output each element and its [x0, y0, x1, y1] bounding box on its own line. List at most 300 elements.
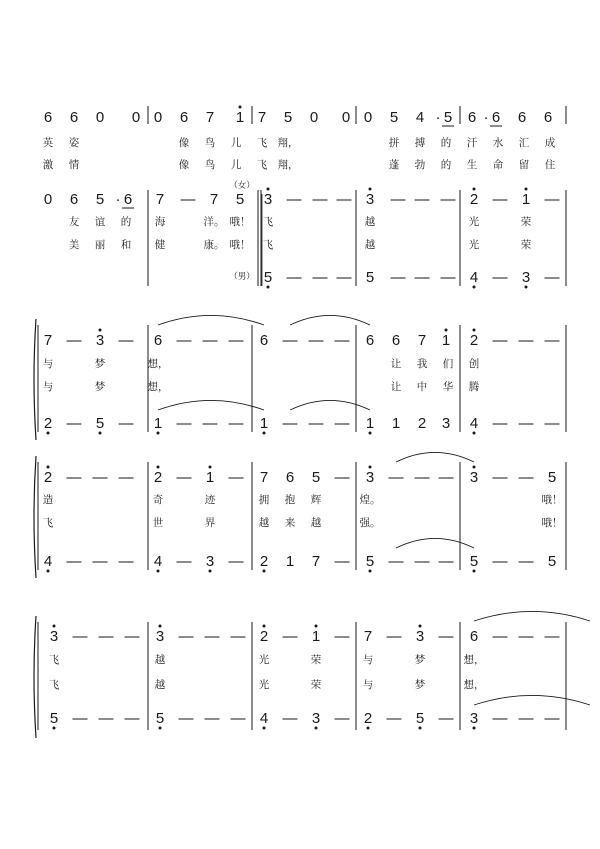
hold-dash: — [92, 469, 108, 486]
hold-dash: — [178, 710, 194, 727]
lyric-syllable: 越 [154, 654, 166, 666]
lyric-syllable: 拥 [258, 494, 270, 506]
hold-dash: — [390, 269, 406, 286]
melody-note: 1 [235, 109, 245, 126]
lyric-syllable: 哦！ [541, 494, 563, 506]
bass-note: 2 [43, 415, 53, 432]
octave-dot-high [369, 188, 372, 191]
octave-dot-high [473, 329, 476, 332]
bass-note: 3 [441, 415, 451, 432]
octave-dot-high [239, 106, 242, 109]
melody-note: 6 [365, 332, 375, 349]
lyric-syllable: 想， [463, 679, 485, 691]
lyric-syllable: 飞 [48, 679, 60, 691]
bass-note: 1 [153, 415, 163, 432]
lyric-syllable: 越 [154, 679, 166, 691]
melody-note: 7 [209, 191, 219, 208]
hold-dash: — [390, 191, 406, 208]
hold-dash: — [492, 553, 508, 570]
hold-dash: — [438, 710, 454, 727]
bass-note: 7 [311, 553, 321, 570]
lyric-syllable: 让 [390, 358, 402, 370]
lyric-syllable: 洋。 [203, 216, 225, 228]
lyric-syllable: 越 [310, 517, 322, 529]
lyric-syllable: 梦 [94, 358, 106, 370]
hold-dash: — [72, 628, 88, 645]
system-brace [34, 319, 36, 440]
hold-dash: — [66, 415, 82, 432]
lyric-syllable: 越 [364, 216, 376, 228]
bass-note: 1 [259, 415, 269, 432]
lyric-syllable: 飞 [42, 517, 54, 529]
lyric-syllable: 来 [284, 517, 296, 529]
hold-dash: — [518, 415, 534, 432]
hold-dash: — [228, 332, 244, 349]
hold-dash: — [336, 269, 352, 286]
lyric-syllable: 梦 [414, 654, 426, 666]
hold-dash: — [282, 415, 298, 432]
bass-note: 3 [311, 710, 321, 727]
lyric-syllable: 成 [544, 137, 556, 149]
hold-dash: — [388, 553, 404, 570]
rhythm-dot: · [115, 191, 121, 208]
lyric-syllable: 荣 [520, 239, 532, 251]
hold-dash: — [118, 553, 134, 570]
melody-note: 7 [205, 109, 215, 126]
bass-note: 5 [365, 553, 375, 570]
lyric-syllable: 像 [178, 159, 190, 171]
octave-dot-high [315, 625, 318, 628]
hold-dash: — [414, 191, 430, 208]
hold-dash: — [492, 469, 508, 486]
bass-note: 5 [155, 710, 165, 727]
octave-dot-low [369, 432, 372, 435]
hold-dash: — [312, 191, 328, 208]
bass-note: 4 [259, 710, 269, 727]
lyric-syllable: 情 [68, 159, 80, 171]
lyric-syllable: 与 [362, 654, 374, 666]
bass-note: 5 [49, 710, 59, 727]
lyric-syllable: 荣 [520, 216, 532, 228]
melody-note: 3 [365, 191, 375, 208]
melody-note: 5 [283, 109, 293, 126]
melody-note: 1 [521, 191, 531, 208]
lyric-syllable: 越 [258, 517, 270, 529]
lyric-syllable: 与 [42, 381, 54, 393]
lyric-syllable: 中 [416, 381, 428, 393]
hold-dash: — [312, 269, 328, 286]
melody-note: 7 [43, 332, 53, 349]
lyric-syllable: 们 [442, 358, 454, 370]
melody-note: 7 [363, 628, 373, 645]
bass-note: 5 [95, 415, 105, 432]
melody-note: 6 [391, 332, 401, 349]
hold-dash: — [230, 628, 246, 645]
melody-note: 3 [263, 191, 273, 208]
melody-note: 3 [469, 469, 479, 486]
melody-note: 5 [547, 469, 557, 486]
bass-note: 5 [547, 553, 557, 570]
octave-dot-low [267, 286, 270, 289]
lyric-syllable: 哦！ [229, 239, 251, 251]
melody-note: 7 [155, 191, 165, 208]
octave-dot-low [263, 727, 266, 730]
lyric-syllable: 生 [466, 159, 478, 171]
lyric-syllable: 友 [68, 216, 80, 228]
hold-dash: — [180, 191, 196, 208]
melody-note: 5 [443, 109, 453, 126]
melody-note: 6 [179, 109, 189, 126]
hold-dash: — [492, 710, 508, 727]
lyric-syllable: 激 [42, 159, 54, 171]
lyric-syllable: 梦 [94, 381, 106, 393]
bass-note: 2 [417, 415, 427, 432]
octave-dot-high [157, 466, 160, 469]
hold-dash: — [176, 469, 192, 486]
lyric-syllable: 美 [68, 239, 80, 251]
hold-dash: — [518, 469, 534, 486]
octave-dot-low [369, 570, 372, 573]
bass-note: 4 [153, 553, 163, 570]
system-brace [34, 456, 36, 578]
hold-dash: — [544, 415, 560, 432]
lyric-syllable: 命 [492, 159, 504, 171]
melody-note: 3 [415, 628, 425, 645]
octave-dot-high [369, 466, 372, 469]
hold-dash: — [438, 553, 454, 570]
hold-dash: — [282, 628, 298, 645]
hold-dash: — [440, 191, 456, 208]
hold-dash: — [118, 332, 134, 349]
melody-note: 5 [95, 191, 105, 208]
lyric-syllable: 翔， [277, 137, 299, 149]
lyric-syllable: 荣 [310, 679, 322, 691]
hold-dash: — [492, 191, 508, 208]
lyric-syllable: 飞 [262, 239, 274, 251]
octave-dot-low [419, 727, 422, 730]
hold-dash: — [386, 628, 402, 645]
lyric-syllable: 飞 [256, 159, 268, 171]
hold-dash: — [334, 415, 350, 432]
melody-note: 2 [469, 191, 479, 208]
melody-note: 6 [467, 109, 477, 126]
octave-dot-high [53, 625, 56, 628]
lyric-syllable: 迹 [204, 494, 216, 506]
lyric-syllable: 翔， [277, 159, 299, 171]
lyric-syllable: 我 [416, 358, 428, 370]
lyric-syllable: 荣 [310, 654, 322, 666]
lyric-syllable: 儿 [230, 137, 242, 149]
lyric-syllable: 康。 [203, 239, 225, 251]
hold-dash: — [518, 553, 534, 570]
lyric-syllable: 飞 [48, 654, 60, 666]
hold-dash: — [118, 469, 134, 486]
melody-note: 6 [543, 109, 553, 126]
melody-note: 0 [153, 109, 163, 126]
voice-label-female: （女） [229, 181, 255, 191]
melody-note: 2 [43, 469, 53, 486]
hold-dash: — [388, 469, 404, 486]
melody-note: 6 [153, 332, 163, 349]
hold-dash: — [492, 332, 508, 349]
lyric-syllable: 造 [42, 494, 54, 506]
hold-dash: — [544, 269, 560, 286]
bass-note: 2 [259, 553, 269, 570]
octave-dot-low [47, 432, 50, 435]
lyric-syllable: 光 [468, 239, 480, 251]
hold-dash: — [286, 191, 302, 208]
lyric-syllable: 想， [147, 358, 169, 370]
octave-dot-high [267, 188, 270, 191]
octave-dot-high [419, 625, 422, 628]
lyric-syllable: 辉 [310, 494, 322, 506]
melody-note: 6 [123, 191, 133, 208]
lyric-syllable: 光 [258, 654, 270, 666]
hold-dash: — [66, 553, 82, 570]
octave-dot-low [159, 727, 162, 730]
melody-note: 3 [365, 469, 375, 486]
hold-dash: — [414, 269, 430, 286]
lyric-syllable: 搏 [414, 137, 426, 149]
hold-dash: — [518, 710, 534, 727]
tie-arc [290, 315, 370, 325]
melody-note: 0 [131, 109, 141, 126]
melody-note: 6 [285, 469, 295, 486]
melody-note: 3 [95, 332, 105, 349]
melody-note: 0 [341, 109, 351, 126]
octave-dot-low [525, 286, 528, 289]
hold-dash: — [438, 469, 454, 486]
melody-note: 6 [69, 109, 79, 126]
melody-note: 7 [257, 109, 267, 126]
hold-dash: — [176, 415, 192, 432]
lyric-syllable: 丽 [94, 239, 106, 251]
melody-note: 1 [205, 469, 215, 486]
hold-dash: — [492, 628, 508, 645]
bass-note: 5 [415, 710, 425, 727]
lyric-syllable: 飞 [256, 137, 268, 149]
lyric-syllable: 华 [442, 381, 454, 393]
octave-dot-high [209, 466, 212, 469]
melody-note: 5 [235, 191, 245, 208]
lyric-syllable: 像 [178, 137, 190, 149]
tie-arc [474, 695, 590, 705]
octave-dot-low [263, 570, 266, 573]
melody-note: 1 [441, 332, 451, 349]
bass-note: 3 [205, 553, 215, 570]
hold-dash: — [202, 415, 218, 432]
lyric-syllable: 谊 [94, 216, 106, 228]
melody-note: 4 [415, 109, 425, 126]
lyric-syllable: 勃 [414, 159, 426, 171]
melody-note: 0 [309, 109, 319, 126]
tie-arc [158, 315, 264, 325]
lyric-syllable: 与 [42, 358, 54, 370]
octave-dot-low [53, 727, 56, 730]
melody-note: 1 [311, 628, 321, 645]
rhythm-dot: · [483, 109, 489, 126]
hold-dash: — [334, 710, 350, 727]
bass-note: 4 [43, 553, 53, 570]
lyric-syllable: 的 [440, 137, 452, 149]
lyric-syllable: 与 [362, 679, 374, 691]
hold-dash: — [124, 710, 140, 727]
melody-note: 3 [155, 628, 165, 645]
tie-arc [474, 611, 590, 621]
hold-dash: — [544, 710, 560, 727]
hold-dash: — [334, 332, 350, 349]
melody-note: 5 [389, 109, 399, 126]
hold-dash: — [124, 628, 140, 645]
lyric-syllable: 界 [204, 517, 216, 529]
hold-dash: — [336, 191, 352, 208]
melody-note: 6 [517, 109, 527, 126]
lyric-syllable: 想， [463, 654, 485, 666]
lyric-syllable: 留 [518, 159, 530, 171]
hold-dash: — [118, 415, 134, 432]
melody-note: 6 [491, 109, 501, 126]
lyric-syllable: 抱 [284, 494, 296, 506]
lyric-syllable: 拼 [388, 137, 400, 149]
lyric-syllable: 强。 [359, 517, 381, 529]
hold-dash: — [176, 332, 192, 349]
octave-dot-high [99, 329, 102, 332]
octave-dot-low [367, 727, 370, 730]
lyric-syllable: 创 [468, 358, 480, 370]
bass-note: 1 [285, 553, 295, 570]
melody-note: 3 [49, 628, 59, 645]
lyric-syllable: 腾 [468, 381, 480, 393]
voice-label-male: （男） [229, 272, 255, 282]
octave-dot-low [263, 432, 266, 435]
lyric-syllable: 世 [152, 517, 164, 529]
hold-dash: — [282, 332, 298, 349]
lyric-syllable: 水 [492, 137, 504, 149]
lyric-syllable: 蓬 [388, 159, 400, 171]
lyric-syllable: 海 [154, 216, 166, 228]
lyric-syllable: 汇 [518, 137, 530, 149]
hold-dash: — [204, 628, 220, 645]
lyric-syllable: 住 [544, 159, 556, 171]
melody-note: 6 [43, 109, 53, 126]
system-brace [34, 616, 36, 738]
hold-dash: — [202, 332, 218, 349]
octave-dot-low [473, 286, 476, 289]
lyric-syllable: 光 [258, 679, 270, 691]
rhythm-dot: · [435, 109, 441, 126]
hold-dash: — [334, 469, 350, 486]
hold-dash: — [92, 553, 108, 570]
hold-dash: — [176, 553, 192, 570]
bass-note: 1 [365, 415, 375, 432]
lyric-syllable: 鸟 [204, 137, 216, 149]
hold-dash: — [334, 628, 350, 645]
melody-note: 0 [43, 191, 53, 208]
hold-dash: — [386, 710, 402, 727]
octave-dot-low [47, 570, 50, 573]
lyric-syllable: 煌。 [359, 494, 381, 506]
hold-dash: — [178, 628, 194, 645]
hold-dash: — [544, 628, 560, 645]
octave-dot-high [445, 329, 448, 332]
bass-note: 4 [469, 415, 479, 432]
octave-dot-low [157, 570, 160, 573]
octave-dot-high [263, 625, 266, 628]
lyric-syllable: 汗 [466, 137, 478, 149]
hold-dash: — [228, 553, 244, 570]
lyric-syllable: 鸟 [204, 159, 216, 171]
lyric-syllable: 哦！ [229, 216, 251, 228]
lyric-syllable: 飞 [262, 216, 274, 228]
octave-dot-low [99, 432, 102, 435]
melody-note: 2 [469, 332, 479, 349]
lyric-syllable: 的 [440, 159, 452, 171]
octave-dot-low [315, 727, 318, 730]
hold-dash: — [286, 269, 302, 286]
hold-dash: — [66, 469, 82, 486]
octave-dot-high [473, 466, 476, 469]
hold-dash: — [492, 415, 508, 432]
bass-note: 3 [469, 710, 479, 727]
hold-dash: — [98, 628, 114, 645]
hold-dash: — [282, 710, 298, 727]
hold-dash: — [204, 710, 220, 727]
octave-dot-low [473, 432, 476, 435]
tie-arc [396, 452, 474, 462]
bass-note: 3 [521, 269, 531, 286]
melody-note: 2 [153, 469, 163, 486]
octave-dot-low [473, 727, 476, 730]
lyric-syllable: 和 [120, 239, 132, 251]
bass-note: 5 [263, 269, 273, 286]
hold-dash: — [72, 710, 88, 727]
melody-note: 2 [259, 628, 269, 645]
hold-dash: — [308, 332, 324, 349]
lyric-syllable: 光 [468, 216, 480, 228]
tie-arc [290, 400, 370, 410]
melody-note: 6 [69, 191, 79, 208]
hold-dash: — [228, 469, 244, 486]
lyric-syllable: 儿 [230, 159, 242, 171]
melody-note: 0 [95, 109, 105, 126]
hold-dash: — [544, 332, 560, 349]
hold-dash: — [228, 415, 244, 432]
melody-note: 7 [417, 332, 427, 349]
hold-dash: — [308, 415, 324, 432]
lyric-syllable: 想， [147, 381, 169, 393]
octave-dot-high [473, 188, 476, 191]
lyric-syllable: 让 [390, 381, 402, 393]
hold-dash: — [492, 269, 508, 286]
hold-dash: — [544, 191, 560, 208]
octave-dot-low [473, 570, 476, 573]
hold-dash: — [414, 469, 430, 486]
bass-note: 2 [363, 710, 373, 727]
melody-note: 5 [311, 469, 321, 486]
lyric-syllable: 越 [364, 239, 376, 251]
hold-dash: — [230, 710, 246, 727]
octave-dot-low [209, 570, 212, 573]
lyric-syllable: 的 [120, 216, 132, 228]
lyric-syllable: 健 [154, 239, 166, 251]
lyric-syllable: 姿 [68, 137, 80, 149]
hold-dash: — [98, 710, 114, 727]
lyric-syllable: 哦！ [541, 517, 563, 529]
lyric-syllable: 英 [42, 137, 54, 149]
tie-arc [396, 538, 474, 548]
lyric-syllable: 梦 [414, 679, 426, 691]
tie-arc [158, 400, 264, 410]
